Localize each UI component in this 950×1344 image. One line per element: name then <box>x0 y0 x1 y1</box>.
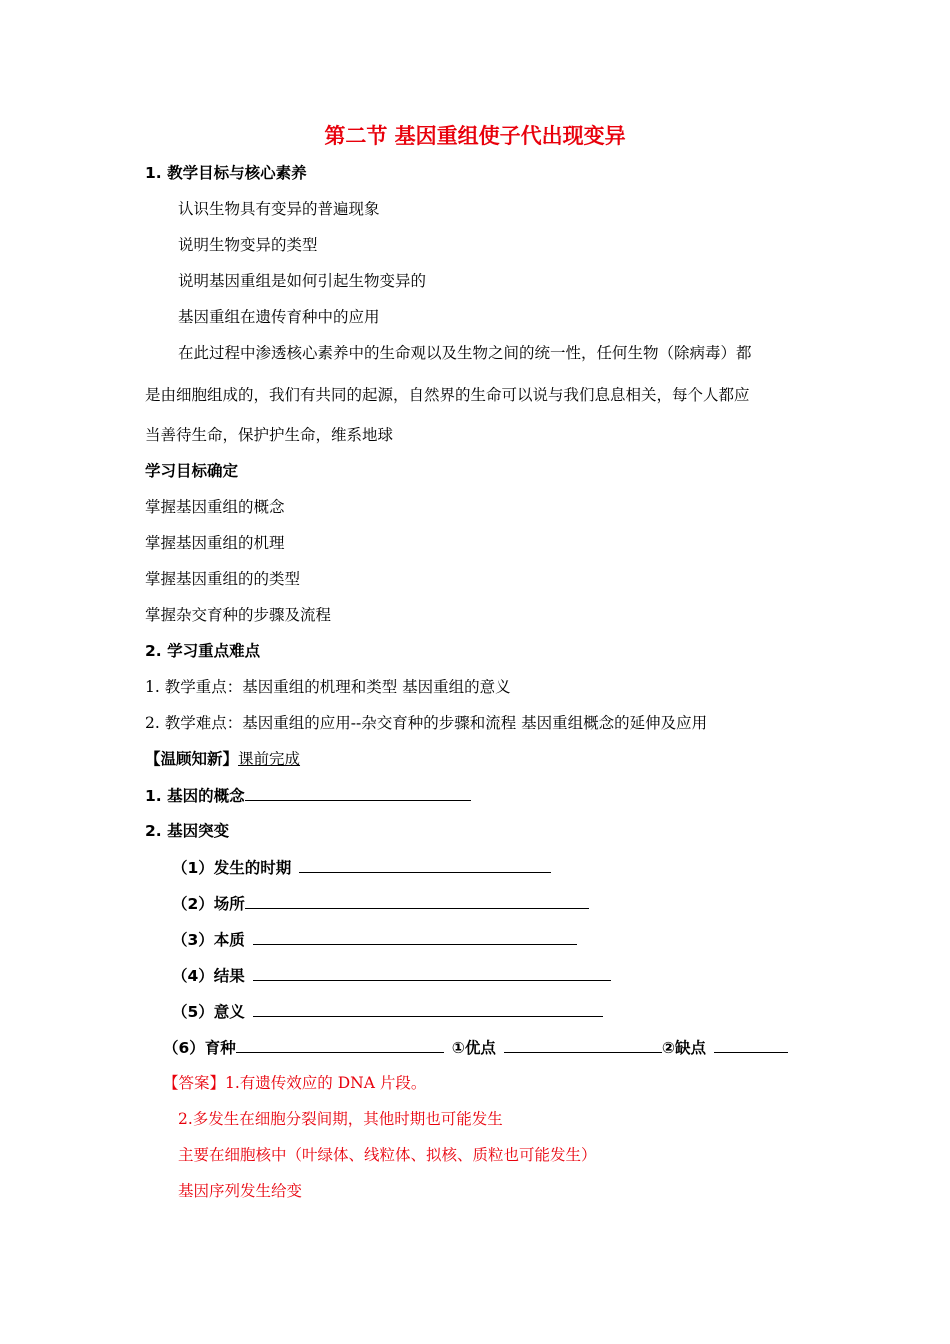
section-2-heading: 2. 学习重点难点 <box>145 642 261 660</box>
key-point: 1. 教学重点：基因重组的机理和类型 基因重组的意义 <box>145 678 511 696</box>
answer-blank[interactable] <box>245 892 589 909</box>
sub-question-label: （1）发生的时期 <box>172 859 292 877</box>
goal-item: 掌握杂交育种的步骤及流程 <box>145 606 332 624</box>
goals-heading: 学习目标确定 <box>145 462 239 480</box>
disadvantage-label: ②缺点 <box>661 1039 707 1057</box>
goal-item: 掌握基因重组的机理 <box>145 534 285 552</box>
paragraph-line: 是由细胞组成的，我们有共同的起源，自然界的生命可以说与我们息息相关，每个人都应 <box>145 386 750 404</box>
answer-blank[interactable] <box>504 1036 662 1053</box>
sub-question <box>172 892 589 915</box>
sub-question-label: （5）意义 <box>172 1003 245 1021</box>
objective-item: 基因重组在遗传育种中的应用 <box>178 308 380 326</box>
sub-question <box>172 964 611 987</box>
sub-question-label: （2）场所 <box>172 895 245 913</box>
answer-blank[interactable] <box>253 1000 603 1017</box>
answer-blank[interactable] <box>253 964 611 981</box>
sub-question <box>172 856 551 879</box>
sub-question-label: （6）育种 <box>163 1039 236 1057</box>
answer-line <box>163 1072 426 1094</box>
review-heading <box>145 748 300 770</box>
sub-question <box>172 1000 603 1023</box>
paragraph-line: 当善待生命，保护护生命，维系地球 <box>145 426 394 444</box>
paragraph-line: 在此过程中渗透核心素养中的生命观以及生物之间的统一性，任何生物（除病毒）都 <box>178 344 752 362</box>
sub-question-label: （3）本质 <box>172 931 245 949</box>
answer-blank[interactable] <box>714 1036 788 1053</box>
answer-blank[interactable] <box>253 928 577 945</box>
difficult-point: 2. 教学难点：基因重组的应用--杂交育种的步骤和流程 基因重组概念的延伸及应用 <box>145 714 708 732</box>
objective-item: 说明生物变异的类型 <box>178 236 318 254</box>
page-title: 第二节 基因重组使子代出现变异 <box>324 124 626 148</box>
advantage-label: ①优点 <box>451 1039 496 1057</box>
answer-text: 1.有遗传效应的 DNA 片段。 <box>225 1074 427 1092</box>
question-2-label: 2. 基因突变 <box>145 822 230 840</box>
question-1 <box>145 784 471 807</box>
objective-item: 说明基因重组是如何引起生物变异的 <box>178 272 427 290</box>
answer-blank[interactable] <box>245 784 471 801</box>
sub-question-label: （4）结果 <box>172 967 245 985</box>
goal-item: 掌握基因重组的的类型 <box>145 570 301 588</box>
goal-item: 掌握基因重组的概念 <box>145 498 285 516</box>
review-note: 课前完成 <box>238 750 301 768</box>
answer-line: 2.多发生在细胞分裂间期，其他时期也可能发生 <box>178 1110 503 1128</box>
answer-blank[interactable] <box>236 1036 444 1053</box>
answer-blank[interactable] <box>299 856 551 873</box>
sub-question <box>172 928 577 951</box>
answer-line: 主要在细胞核中（叶绿体、线粒体、拟核、质粒也可能发生） <box>178 1146 597 1164</box>
section-1-heading: 1. 教学目标与核心素养 <box>145 164 307 182</box>
review-bracket-label: 【温顾知新】 <box>145 750 239 768</box>
answer-label: 【答案】 <box>163 1074 226 1092</box>
objective-item: 认识生物具有变异的普遍现象 <box>178 200 380 218</box>
answer-line: 基因序列发生给变 <box>178 1182 303 1200</box>
question-1-label: 1. 基因的概念 <box>145 787 245 805</box>
sub-question-breeding <box>163 1036 788 1059</box>
